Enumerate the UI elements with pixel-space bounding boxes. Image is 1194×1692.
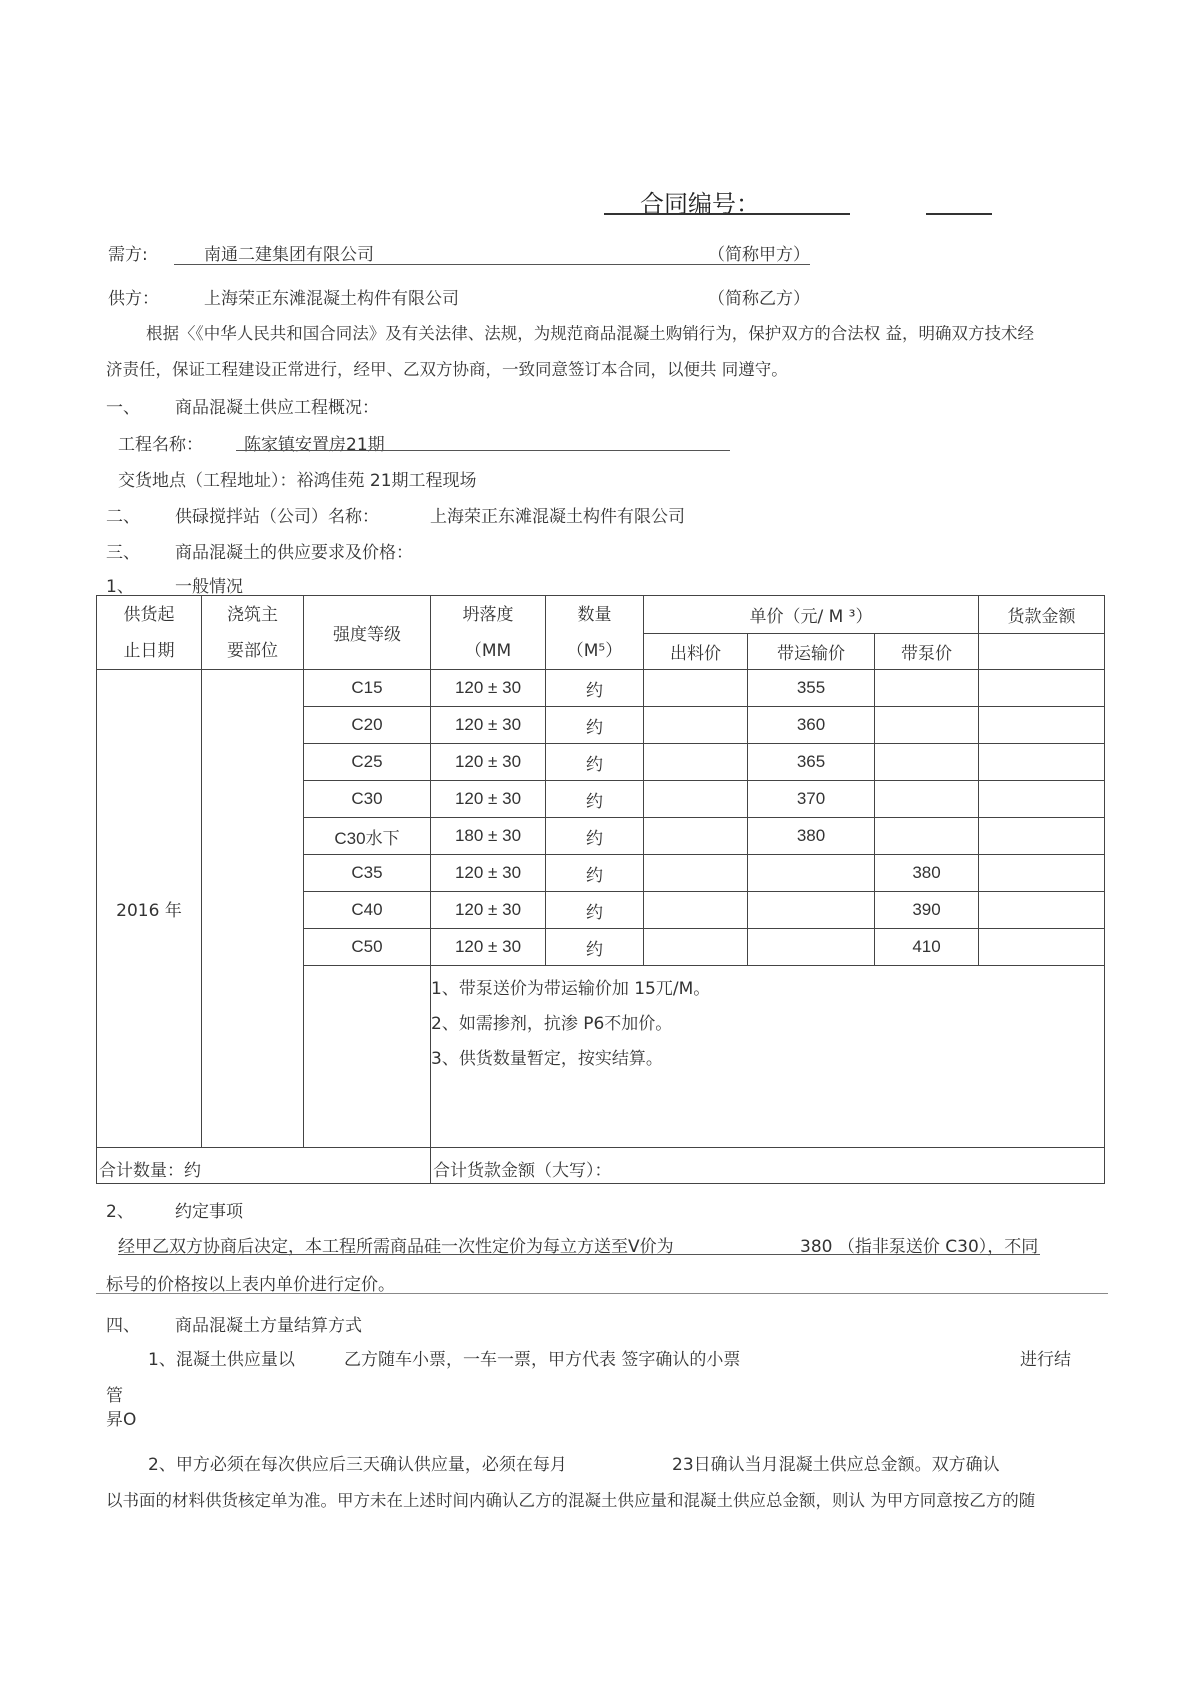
material-cell [644, 929, 748, 966]
material-cell [644, 707, 748, 744]
amount-cell [979, 818, 1105, 855]
qty-cell: 约 [546, 744, 644, 781]
header-pump-price: 带泵价 [875, 634, 979, 670]
header-slump [431, 596, 546, 670]
grade-cell: C40 [304, 892, 431, 929]
slump-cell: 120 ± 30 [431, 670, 546, 707]
transport-cell: 380 [748, 818, 875, 855]
note-1: 1、带泵送价为带运输价加 15兀/M。 [431, 979, 711, 999]
header-part-line2: 要部位 [227, 640, 278, 661]
material-cell [644, 744, 748, 781]
amount-cell [979, 781, 1105, 818]
project-name-label: 工程名称： [118, 435, 203, 455]
amount-cell [979, 744, 1105, 781]
pump-cell [875, 818, 979, 855]
amount-cell [979, 707, 1105, 744]
price-table [96, 595, 1105, 1184]
notes-grade-blank [304, 966, 431, 1148]
qty-cell: 约 [546, 670, 644, 707]
amount-cell [979, 892, 1105, 929]
section-2-value: 上海荣正东滩混凝土构件有限公司 [430, 507, 685, 527]
table-row [97, 670, 1105, 707]
header-period-line1: 供货起 [123, 604, 175, 625]
grade-cell: C30 [304, 781, 431, 818]
buyer-name: 南通二建集团有限公司 [204, 245, 374, 265]
section-4-item-1e: 昇O [106, 1410, 137, 1430]
agreement-line-1a: 经甲乙双方协商后决定，本工程所需商品硅一次性定价为每立方送至V价为 [118, 1237, 674, 1257]
qty-cell: 约 [546, 818, 644, 855]
header-period-line2: 止日期 [123, 640, 175, 661]
agreement-number: 2、 [106, 1202, 134, 1222]
buyer-abbr: （简称甲方） [708, 245, 810, 265]
subsection-1-number: 1、 [106, 577, 134, 597]
contract-no-blank [926, 213, 992, 215]
header-transport-price: 带运输价 [748, 634, 875, 670]
header-amount: 货款金额 [979, 596, 1105, 634]
transport-cell: 370 [748, 781, 875, 818]
seller-abbr: （简称乙方） [708, 289, 810, 309]
section-1-number: 一、 [106, 398, 140, 418]
section-4-item-1c: 进行结 [1020, 1350, 1071, 1370]
part-value [202, 670, 304, 1148]
transport-cell [748, 929, 875, 966]
seller-label: 供方： [108, 289, 159, 309]
section-4-item-1b: 乙方随车小票，一车一票，甲方代表 签字确认的小票 [344, 1350, 741, 1370]
amount-cell [979, 670, 1105, 707]
slump-cell: 120 ± 30 [431, 855, 546, 892]
header-period [97, 596, 202, 670]
amount-cell [979, 929, 1105, 966]
material-cell [644, 818, 748, 855]
pump-cell [875, 707, 979, 744]
total-qty: 合计数量：约 [97, 1148, 431, 1184]
section-3-title: 商品混凝土的供应要求及价格： [175, 543, 413, 563]
header-slump-line1: 坍落度 [462, 604, 514, 625]
project-name-underline [236, 450, 730, 451]
header-part-line1: 浇筑主 [227, 604, 278, 625]
note-2: 2、如需掺剂，抗渗 P6不加价。 [431, 1014, 673, 1034]
transport-cell: 365 [748, 744, 875, 781]
qty-cell: 约 [546, 707, 644, 744]
seller-name: 上海荣正东滩混凝土构件有限公司 [204, 289, 459, 309]
transport-cell: 355 [748, 670, 875, 707]
section-1-title: 商品混凝土供应工程概况： [175, 398, 379, 418]
section-4-item-1a: 1、混凝土供应量以 [148, 1350, 295, 1370]
section-4-title: 商品混凝土方量结算方式 [175, 1316, 362, 1336]
agreement-line-2: 标号的价格按以上表内单价进行定价。 [106, 1275, 395, 1295]
subsection-1-title: 一般情况 [175, 577, 243, 597]
transport-cell [748, 892, 875, 929]
pump-cell: 390 [875, 892, 979, 929]
note-3: 3、供货数量暂定，按实结算。 [431, 1049, 663, 1069]
section-4-number: 四、 [106, 1316, 140, 1336]
header-qty-line1: 数量 [577, 604, 612, 625]
preamble-line-2: 济责任，保证工程建设正常进行，经甲、乙双方协商，一致同意签订本合同，以便共 同遵守。 [106, 360, 788, 379]
grade-cell: C30水下 [304, 818, 431, 855]
totals-row [97, 1148, 1105, 1184]
material-cell [644, 670, 748, 707]
material-cell [644, 781, 748, 818]
grade-cell: C20 [304, 707, 431, 744]
contract-no-underline [604, 213, 850, 215]
slump-cell: 120 ± 30 [431, 707, 546, 744]
header-amount-blank [979, 634, 1105, 670]
header-unit-price: 单价（元/ M ³） [644, 596, 979, 634]
header-grade: 强度等级 [304, 596, 431, 670]
agreement-line-1b: 380 （指非泵送价 C30），不同 [800, 1237, 1039, 1257]
grade-cell: C35 [304, 855, 431, 892]
contract-no-label: 合同编号： [640, 190, 760, 218]
period-value: 2016 年 [97, 670, 202, 1148]
slump-cell: 120 ± 30 [431, 781, 546, 818]
header-qty [546, 596, 644, 670]
amount-cell [979, 855, 1105, 892]
slump-cell: 120 ± 30 [431, 744, 546, 781]
buyer-label: 需方: [108, 245, 148, 265]
qty-cell: 约 [546, 855, 644, 892]
header-material-price: 出料价 [644, 634, 748, 670]
pump-cell [875, 781, 979, 818]
section-4-item-2c: 以书面的材料供货核定单为准。甲方未在上述时间内确认乙方的混凝土供应量和混凝土供应总金额，则认 为甲方同意按乙方的随 [106, 1491, 1036, 1510]
transport-cell: 360 [748, 707, 875, 744]
grade-cell: C50 [304, 929, 431, 966]
grade-cell: C25 [304, 744, 431, 781]
qty-cell: 约 [546, 781, 644, 818]
section-4-item-2a: 2、甲方必须在每次供应后三天确认供应量，必须在每月 [148, 1455, 567, 1475]
buyer-underline [174, 264, 810, 265]
qty-cell: 约 [546, 892, 644, 929]
section-2-title: 供碌搅拌站（公司）名称： [175, 507, 379, 527]
agreement-title: 约定事项 [175, 1202, 243, 1222]
section-2-number: 二、 [106, 507, 140, 527]
slump-cell: 120 ± 30 [431, 929, 546, 966]
project-name-value: 陈家镇安置房21期 [244, 435, 385, 455]
section-3-number: 三、 [106, 543, 140, 563]
pump-cell [875, 744, 979, 781]
header-qty-line2: （M⁵） [566, 640, 623, 661]
delivery-location: 交货地点（工程地址）：裕鸿佳苑 21期工程现场 [118, 471, 477, 491]
slump-cell: 120 ± 30 [431, 892, 546, 929]
material-cell [644, 855, 748, 892]
material-cell [644, 892, 748, 929]
slump-cell: 180 ± 30 [431, 818, 546, 855]
pump-cell [875, 670, 979, 707]
section-4-item-2b: 23日确认当月混凝土供应总金额。双方确认 [672, 1455, 1000, 1475]
pump-cell: 410 [875, 929, 979, 966]
grade-cell: C15 [304, 670, 431, 707]
notes-cell [431, 966, 1105, 1148]
section-divider [96, 1293, 1108, 1294]
qty-cell: 约 [546, 929, 644, 966]
preamble-line-1: 根据〈《中华人民共和国合同法》及有关法律、法规，为规范商品混凝土购销行为，保护双方的合法权 益，明确双方技术经 [146, 324, 1034, 343]
agreement-underline [118, 1254, 1040, 1255]
header-part [202, 596, 304, 670]
transport-cell [748, 855, 875, 892]
pump-cell: 380 [875, 855, 979, 892]
section-4-item-1d: 管 [106, 1386, 123, 1406]
header-slump-line2: （MM [464, 640, 512, 661]
total-amount: 合计货款金额（大写）： [431, 1148, 1105, 1184]
